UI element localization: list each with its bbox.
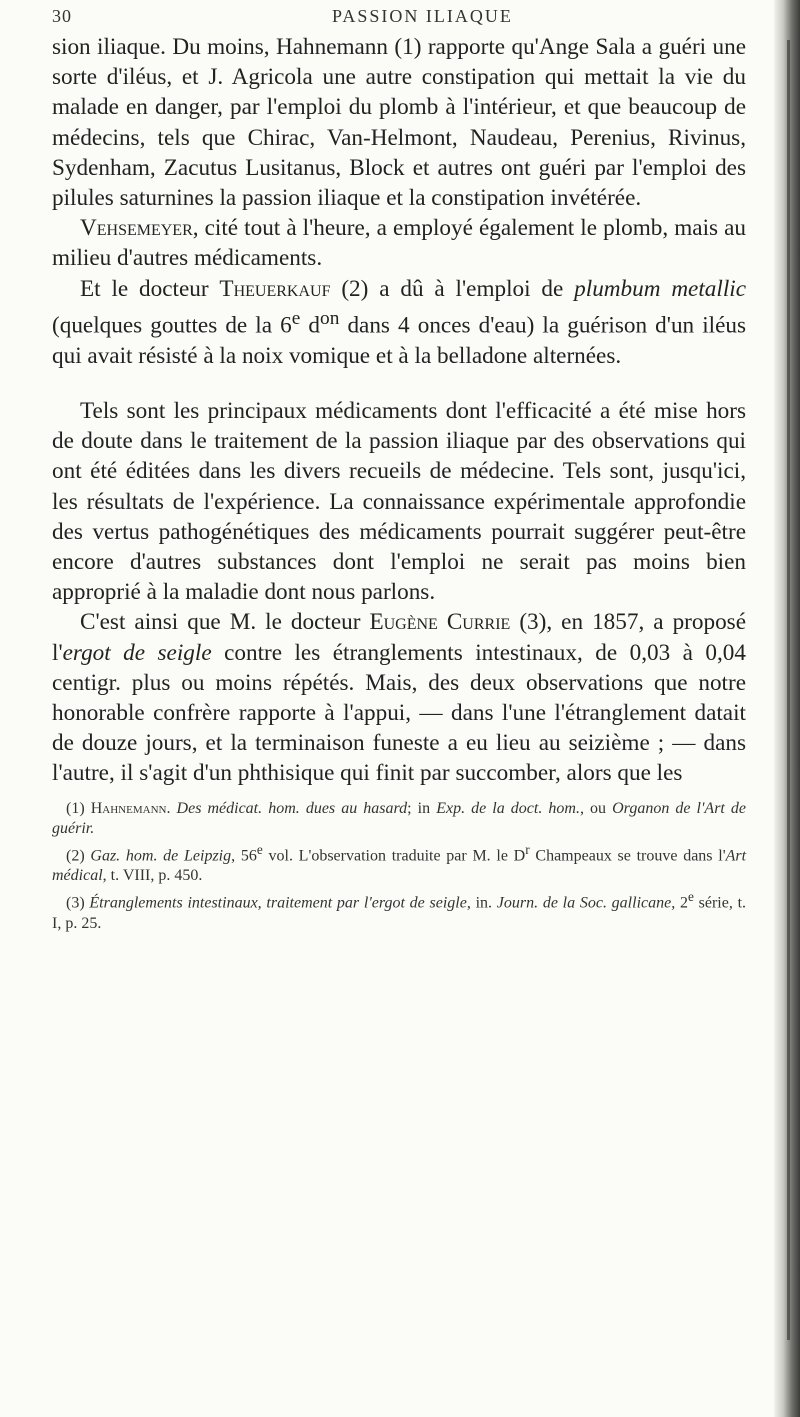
- footnote-title: Journ. de la Soc. gallicane: [496, 894, 672, 912]
- footnote-text: Champeaux se trouve dans l': [529, 846, 726, 864]
- superscript: e: [687, 888, 694, 904]
- remedy-name: ergot de seigle: [62, 639, 212, 666]
- footnote-3: [52, 887, 746, 934]
- remedy-name: plumbum metallic: [574, 275, 747, 302]
- footnote-1: [52, 799, 746, 840]
- footnote-author: Hahnemann: [90, 799, 167, 817]
- footnote-number: (2): [66, 846, 91, 864]
- footnote-title: Gaz. hom. de Leipzig: [90, 846, 232, 864]
- superscript: e: [256, 841, 263, 857]
- footnote-title: Organon de l'Art de guérir.: [52, 799, 747, 838]
- paragraph-3-text-d: d: [300, 312, 321, 339]
- footnote-title: Des médicat. hom. dues au hasard: [176, 799, 408, 817]
- paragraph-3-text-a: Et le docteur: [80, 275, 220, 302]
- footnote-2: [52, 840, 746, 887]
- paragraph-5-text-b: (3), en 1857, a proposé l': [52, 609, 746, 666]
- superscript: e: [291, 307, 301, 329]
- paragraph-2-text: , cité tout à l'heure, a employé également le plomb, mais au milieu d'autres médicaments.: [52, 215, 746, 272]
- footnote-text: , t. VIII, p. 450.: [102, 867, 203, 885]
- footnote-text: , ou: [579, 799, 613, 817]
- paragraph-5: [52, 607, 746, 788]
- author-name: Theuerkauf: [219, 275, 331, 302]
- paragraph-5-text-a: C'est ainsi que M. le docteur: [80, 609, 370, 636]
- paragraph-1: sion iliaque. Du moins, Hahnemann (1) rapporte qu'Ange Sala a guéri une sorte d'iléus, et J. Agricola une autre constipation qui mettait la vie du malade en danger, par l'emploi du plomb à l'intérieur, et que beaucoup de médecins, tels que Chirac, Van-Helmont, Naudeau, Perenius, Rivinus, Sydenham, Zacutus Lusitanus, Block et autres ont guéri par l'emploi des pilules saturnines la passion iliaque et la constipation invétérée.: [52, 34, 746, 212]
- author-name: Vehsemeyer: [80, 215, 193, 242]
- footnote-title: Exp. de la doct. hom.: [436, 799, 580, 817]
- footnote-text: , in.: [466, 894, 497, 912]
- page-edge-strip: [787, 40, 790, 1340]
- paragraph-3-text-b: (2) a dû à l'emploi de: [330, 275, 575, 302]
- footnote-text: vol. L'observation traduite par M. le D: [262, 846, 526, 864]
- paragraph-5-text-c: contre les étranglements intestinaux, de 0,03 à 0,04 centigr. plus ou moins répétés. Mais, des deux observations que notre honorable confrère rapporte à l'appui, — dans l'une l'étranglement datait de douze jours, et la terminaison funeste a eu lieu au seizième ; — dans l'autre, il s'agit d'un phthisique qui finit par succomber, alors que les: [52, 639, 746, 787]
- paragraph-3-text-e: dans 4 onces d'eau) la guérison d'un iléus qui avait résisté à la noix vomique et à la belladone alternées.: [52, 312, 747, 369]
- footnotes: [52, 799, 746, 935]
- paragraph-3: [52, 274, 746, 371]
- footnote-text: , 56: [231, 846, 257, 864]
- page-number: 30: [52, 6, 72, 26]
- footnote-title: Étranglements intestinaux, traitement par l'ergot de seigle: [89, 894, 467, 912]
- footnote-number: (3): [66, 894, 90, 912]
- author-name: Eugène Currie: [369, 609, 511, 636]
- running-header: [52, 6, 752, 30]
- footnote-text: .: [166, 799, 177, 817]
- footnote-text: ; in: [407, 799, 437, 817]
- footnote-number: (1): [66, 799, 91, 817]
- superscript: r: [525, 841, 530, 857]
- footnote-text: , 2: [671, 894, 688, 912]
- paragraph-4: Tels sont les principaux médicaments dont l'efficacité a été mise hors de doute dans le traitement de la passion iliaque par des observations qui ont été éditées dans les divers recueils de médecine. Tels sont, jusqu'ici, les résultats de l'expérience. La connaissance expérimentale approfondie des vertus pathogénétiques des médicaments pourrait suggérer peut-être encore d'autres substances dont l'emploi ne serait pas moins bien approprié à la maladie dont nous parlons.: [52, 397, 746, 606]
- footnote-text: série, t. I, p. 25.: [52, 894, 747, 932]
- page-body: [52, 32, 746, 934]
- paragraph-3-text-c: (quelques gouttes de la 6: [52, 312, 292, 339]
- superscript: on: [320, 307, 340, 329]
- paragraph-2: [52, 213, 746, 273]
- running-title: PASSION ILIAQUE: [332, 6, 513, 26]
- footnote-title: Art médical: [52, 846, 747, 885]
